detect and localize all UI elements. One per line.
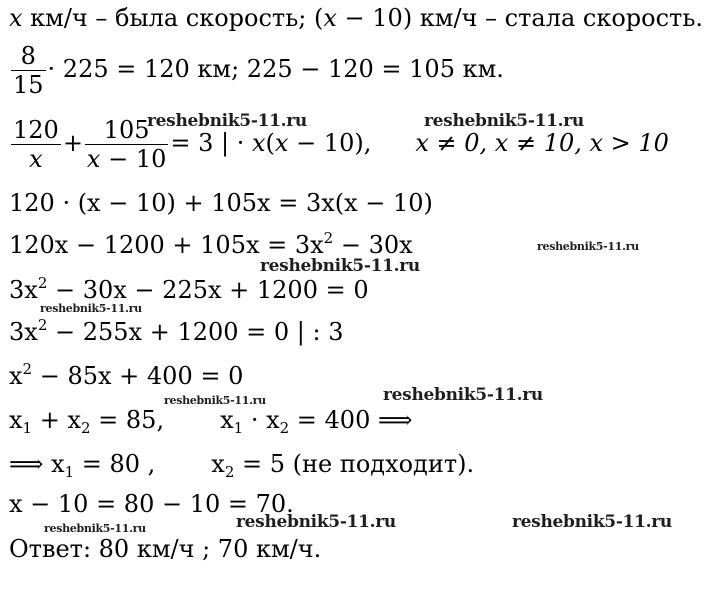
text-segment: ( <box>265 129 275 157</box>
equation-text: − 85x + 400 = 0 <box>32 362 244 390</box>
var-x: x <box>9 406 23 434</box>
subscript: 2 <box>279 419 290 437</box>
equation-text: = 80 , <box>74 450 156 478</box>
watermark: reshebnik5-11.ru <box>147 111 307 131</box>
equation-text: 120x − 1200 + 105x = 3x <box>9 231 324 259</box>
watermark: reshebnik5-11.ru <box>40 302 142 315</box>
line-expand-2 <box>9 231 413 259</box>
line-distance-calc <box>9 42 504 99</box>
plus-sign: + <box>62 129 83 157</box>
var-x: x <box>323 4 337 32</box>
text-segment: = 3 | · <box>170 129 252 157</box>
line-speed-definition <box>9 4 703 32</box>
exponent: 2 <box>37 316 48 334</box>
equation-text: 3x <box>9 276 38 304</box>
equation-text: = 85, <box>90 406 165 434</box>
watermark: reshebnik5-11.ru <box>424 111 584 131</box>
watermark: reshebnik5-11.ru <box>236 512 396 532</box>
equation-text: + x <box>32 406 81 434</box>
answer-text: Ответ: 80 км/ч ; 70 км/ч. <box>9 535 322 563</box>
var-x: x <box>274 129 289 157</box>
line-collect <box>9 276 369 304</box>
equation-text: = 5 (не подходит). <box>234 450 475 478</box>
fraction-numerator: 120 <box>13 116 59 144</box>
subscript: 2 <box>224 463 235 481</box>
fraction-denominator: x <box>29 145 43 173</box>
var-x: x <box>220 406 234 434</box>
equation-text: 3x <box>9 318 38 346</box>
equation-text: − 30x − 225x + 1200 = 0 <box>47 276 369 304</box>
equation-text: − 30x <box>333 231 413 259</box>
watermark: reshebnik5-11.ru <box>512 512 672 532</box>
var-x: x <box>86 145 101 173</box>
subscript: 2 <box>81 419 91 437</box>
equation-text: x − 10 = 80 − 10 = 70. <box>9 490 294 518</box>
line-answer <box>9 535 321 563</box>
line-quadratic <box>9 318 343 346</box>
exponent: 2 <box>323 229 334 247</box>
equation-text: x <box>9 362 23 390</box>
watermark: reshebnik5-11.ru <box>537 240 639 253</box>
exponent: 2 <box>22 360 33 378</box>
subscript: 1 <box>22 419 33 437</box>
fraction-120-x <box>11 116 61 173</box>
text-segment: км/ч – была скорость; ( <box>22 4 324 32</box>
subscript: 1 <box>233 419 244 437</box>
line-expanded <box>9 189 433 217</box>
fraction-8-15 <box>11 42 46 99</box>
equation-text: = 400 ⟹ <box>289 406 413 434</box>
var-x: x <box>9 4 23 32</box>
subscript: 1 <box>64 463 75 481</box>
line-reduced <box>9 362 243 390</box>
fraction-numerator: 8 <box>11 42 46 71</box>
watermark: reshebnik5-11.ru <box>383 385 543 405</box>
watermark: reshebnik5-11.ru <box>164 394 266 407</box>
line-roots <box>9 450 475 481</box>
line-vieta <box>9 406 413 437</box>
fraction-numerator: 105 <box>85 116 168 145</box>
var-x: x <box>211 450 225 478</box>
domain-condition: x ≠ 0, x ≠ 10, x > 10 <box>415 129 669 157</box>
watermark: reshebnik5-11.ru <box>260 256 420 276</box>
equation-text: − 255x + 1200 = 0 | : 3 <box>47 318 344 346</box>
equation-text: ⟹ x <box>9 450 65 478</box>
var-x: x <box>251 129 266 157</box>
text-segment: − 10) км/ч – стала скорость. <box>336 4 704 32</box>
fraction-denominator: 15 <box>13 71 44 99</box>
text-segment: · 225 = 120 км; 225 − 120 = 105 км. <box>47 55 504 83</box>
fraction-denominator <box>85 145 168 173</box>
watermark: reshebnik5-11.ru <box>44 522 146 535</box>
exponent: 2 <box>37 274 48 292</box>
text-segment: − 10 <box>100 145 167 173</box>
equation-text: 120 · (x − 10) + 105x = 3x(x − 10) <box>9 189 433 217</box>
text-segment: − 10), <box>288 129 372 157</box>
equation-text: · x <box>243 406 280 434</box>
